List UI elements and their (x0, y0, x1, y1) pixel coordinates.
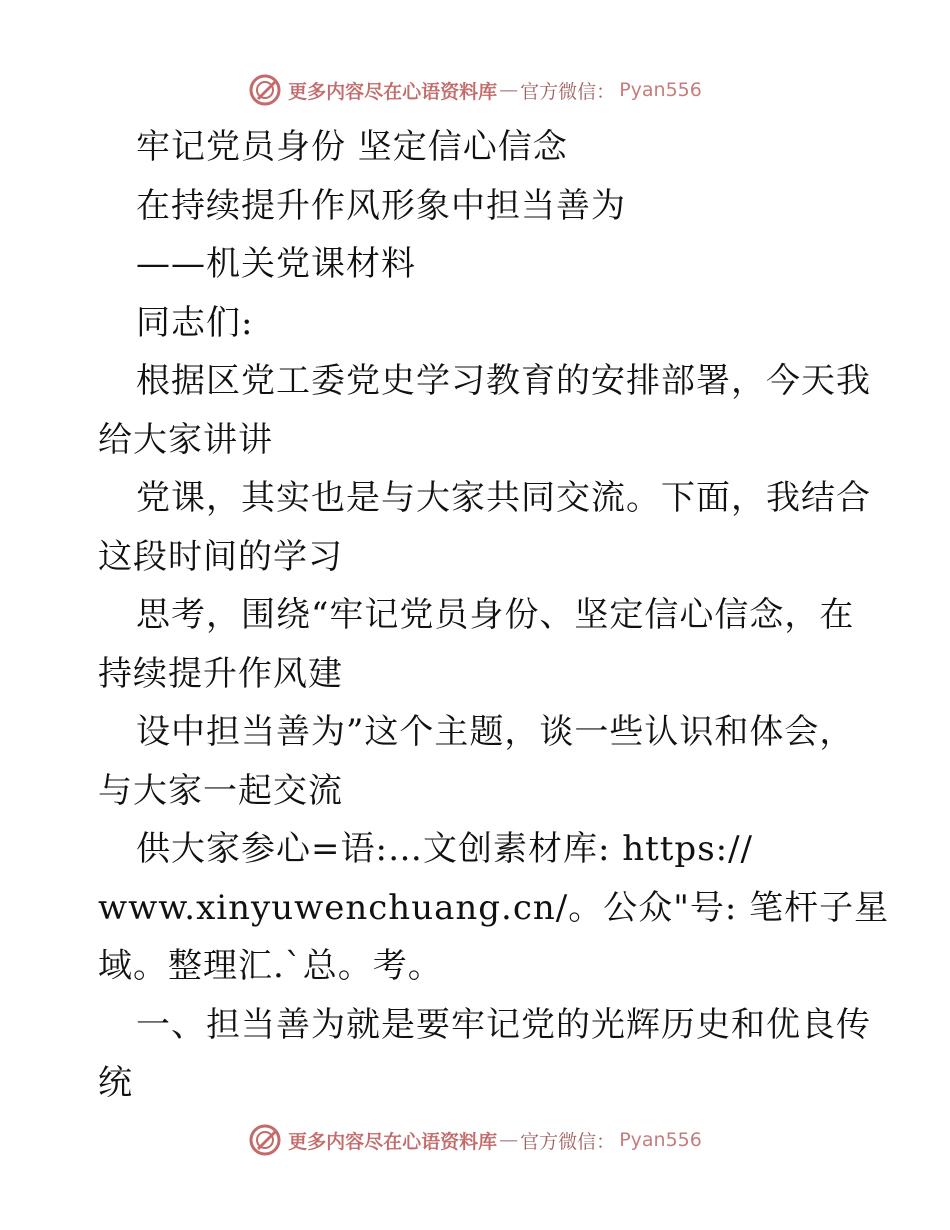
paragraph-line: 与大家一起交流 (98, 770, 343, 811)
source-note-line: 供大家参心=语:…文创素材库: https:// (136, 829, 754, 869)
watermark-title: 更多内容尽在心语资料库 (288, 1130, 498, 1153)
watermark-wechat-id: Pyan556 (619, 79, 702, 101)
watermark-wechat-id: Pyan556 (619, 1129, 702, 1151)
source-note-line: 域。整理汇.`总。考。 (98, 946, 443, 986)
salutation: 同志们: (136, 302, 254, 343)
watermark-header (0, 70, 950, 110)
doc-subtitle: ——机关党课材料 (136, 244, 416, 284)
section-heading: 统 (98, 1063, 133, 1103)
source-note-line: www.xinyuwenchuang.cn/。公众"号: 笔杆子星 (98, 887, 890, 928)
paragraph-line: 根据区党工委党史学习教育的安排部署，今天我 (136, 361, 871, 401)
watermark-title: 更多内容尽在心语资料库 (288, 80, 498, 103)
doc-title-line-1: 牢记党员身份 坚定信心信念 (136, 127, 568, 167)
document-body (98, 118, 890, 1113)
doc-title-line-2: 在持续提升作风形象中担当善为 (136, 185, 626, 226)
paragraph-line: 持续提升作风建 (98, 653, 343, 694)
paragraph-line: 思考，围绕“牢记党员身份、坚定信心信念，在 (136, 595, 855, 635)
watermark-separator: — (499, 79, 519, 101)
paragraph-line: 设中担当善为”这个主题，谈一些认识和体会， (136, 712, 855, 752)
watermark-footer (0, 1120, 950, 1160)
watermark-wechat-label: 官方微信： (520, 80, 616, 103)
pen-logo-icon (248, 1123, 282, 1157)
paragraph-line: 给大家讲讲 (98, 419, 273, 460)
pen-logo-icon (248, 73, 282, 107)
section-heading: 一、担当善为就是要牢记党的光辉历史和优良传 (136, 1004, 871, 1045)
paragraph-line: 这段时间的学习 (98, 536, 343, 577)
watermark-wechat-label: 官方微信： (520, 1130, 616, 1153)
paragraph-line: 党课，其实也是与大家共同交流。下面，我结合 (136, 478, 871, 518)
watermark-separator: — (499, 1129, 519, 1151)
